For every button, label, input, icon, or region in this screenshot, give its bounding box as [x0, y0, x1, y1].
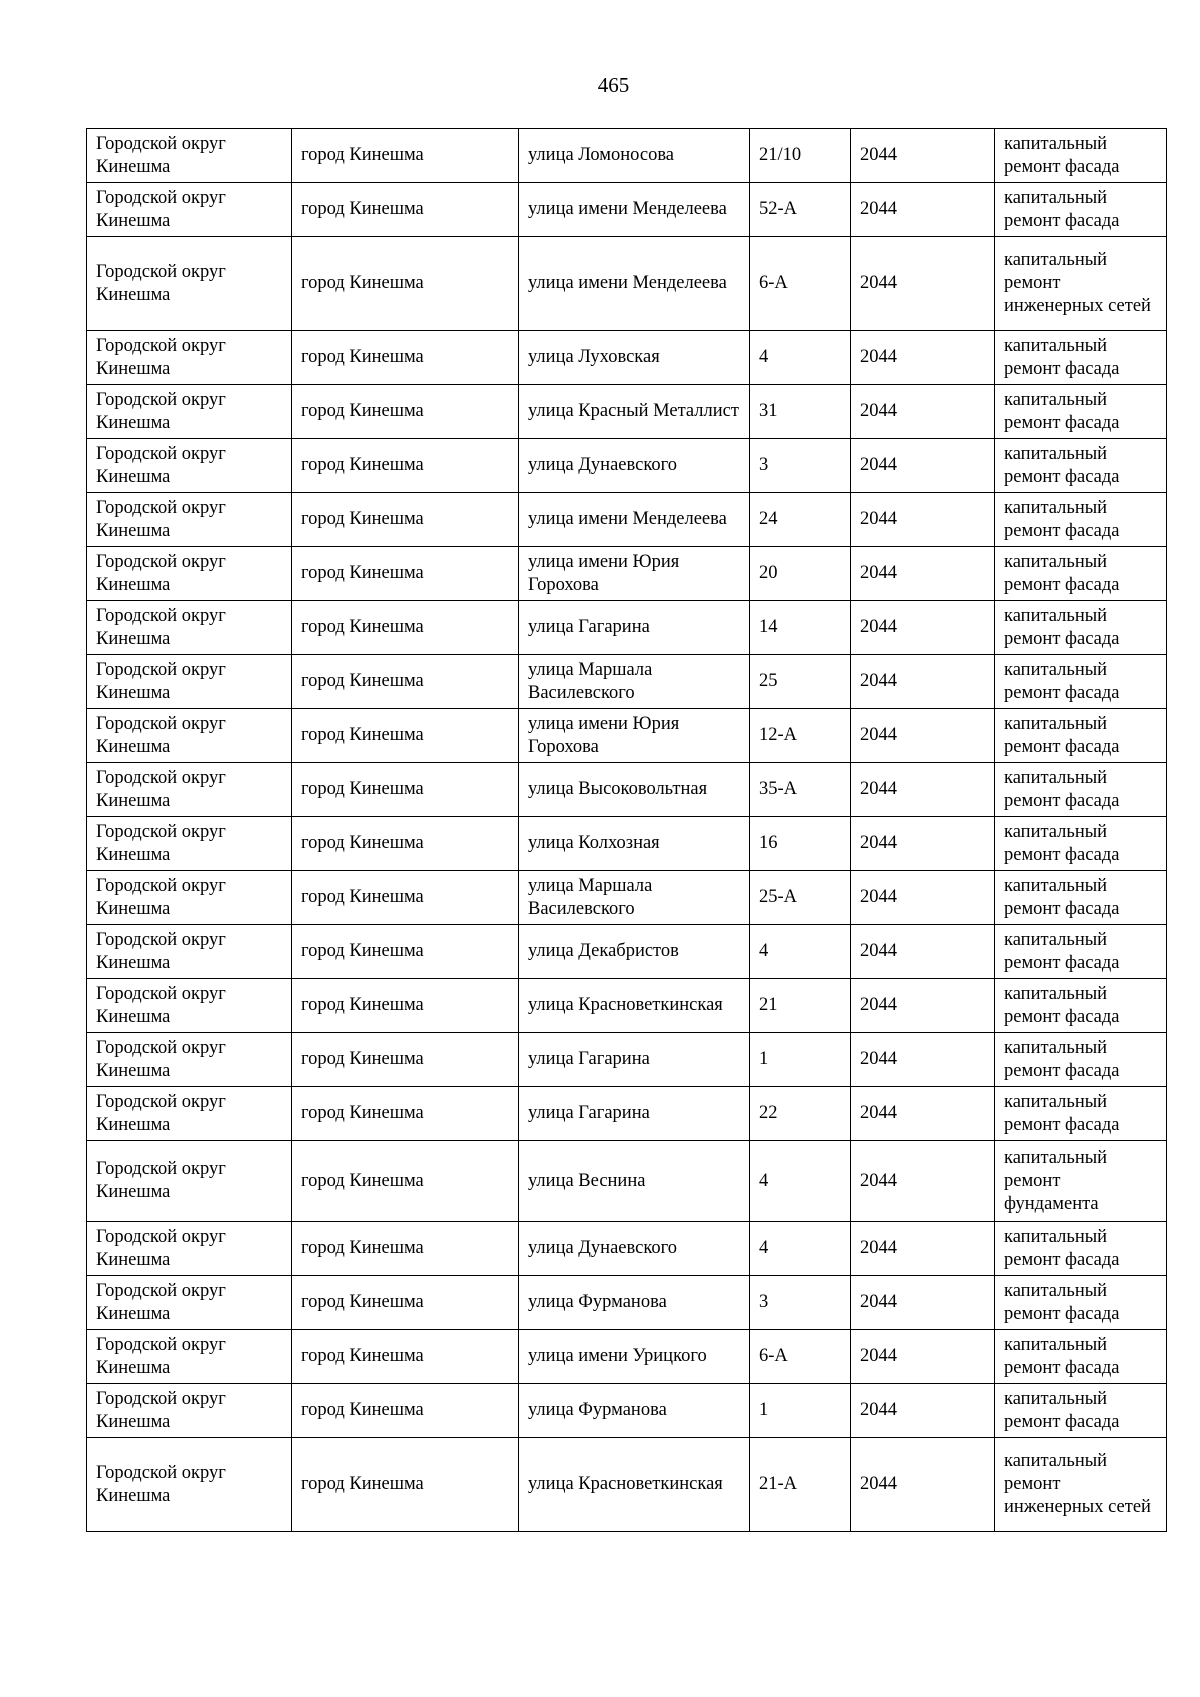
work-type-cell: капитальный ремонт фасада: [995, 331, 1167, 385]
year-cell: 2044: [851, 925, 995, 979]
work-type-cell: капитальный ремонт фасада: [995, 817, 1167, 871]
work-type-cell: капитальный ремонт фасада: [995, 183, 1167, 237]
street-cell: улица Красноветкинская: [519, 979, 750, 1033]
work-type-cell: капитальный ремонт фасада: [995, 547, 1167, 601]
table-row: [87, 331, 1167, 385]
work-type-cell: капитальный ремонт фасада: [995, 1087, 1167, 1141]
municipality-cell: Городской округ Кинешма: [87, 601, 292, 655]
settlement-cell: город Кинешма: [292, 493, 519, 547]
street-cell: улица Дунаевского: [519, 439, 750, 493]
municipality-cell: Городской округ Кинешма: [87, 493, 292, 547]
table-row: [87, 1222, 1167, 1276]
house-number-cell: 4: [750, 331, 851, 385]
year-cell: 2044: [851, 493, 995, 547]
house-number-cell: 12-А: [750, 709, 851, 763]
year-cell: 2044: [851, 763, 995, 817]
table-row: [87, 1330, 1167, 1384]
street-cell: улица Фурманова: [519, 1276, 750, 1330]
table-row: [87, 1438, 1167, 1532]
settlement-cell: город Кинешма: [292, 1087, 519, 1141]
municipality-cell: Городской округ Кинешма: [87, 655, 292, 709]
table-row: [87, 439, 1167, 493]
settlement-cell: город Кинешма: [292, 331, 519, 385]
work-type-cell: капитальный ремонт фасада: [995, 1330, 1167, 1384]
year-cell: 2044: [851, 979, 995, 1033]
house-number-cell: 3: [750, 439, 851, 493]
work-type-cell: капитальный ремонт фасада: [995, 1384, 1167, 1438]
settlement-cell: город Кинешма: [292, 183, 519, 237]
municipality-cell: Городской округ Кинешма: [87, 925, 292, 979]
settlement-cell: город Кинешма: [292, 547, 519, 601]
settlement-cell: город Кинешма: [292, 1330, 519, 1384]
settlement-cell: город Кинешма: [292, 601, 519, 655]
house-number-cell: 6-А: [750, 1330, 851, 1384]
work-type-cell: капитальный ремонт фасада: [995, 925, 1167, 979]
settlement-cell: город Кинешма: [292, 1222, 519, 1276]
house-number-cell: 35-А: [750, 763, 851, 817]
table-row: [87, 871, 1167, 925]
settlement-cell: город Кинешма: [292, 1438, 519, 1532]
work-type-cell: капитальный ремонт фасада: [995, 439, 1167, 493]
municipality-cell: Городской округ Кинешма: [87, 1330, 292, 1384]
street-cell: улица Фурманова: [519, 1384, 750, 1438]
house-number-cell: 1: [750, 1384, 851, 1438]
street-cell: улица имени Менделеева: [519, 237, 750, 331]
work-type-cell: капитальный ремонт фасада: [995, 979, 1167, 1033]
settlement-cell: город Кинешма: [292, 925, 519, 979]
year-cell: 2044: [851, 817, 995, 871]
work-type-cell: капитальный ремонт инженерных сетей: [995, 1438, 1167, 1532]
settlement-cell: город Кинешма: [292, 817, 519, 871]
work-type-cell: капитальный ремонт фасада: [995, 709, 1167, 763]
work-type-cell: капитальный ремонт фасада: [995, 1276, 1167, 1330]
house-number-cell: 31: [750, 385, 851, 439]
house-number-cell: 4: [750, 1222, 851, 1276]
work-type-cell: капитальный ремонт фасада: [995, 493, 1167, 547]
house-number-cell: 16: [750, 817, 851, 871]
municipality-cell: Городской округ Кинешма: [87, 1222, 292, 1276]
house-number-cell: 52-А: [750, 183, 851, 237]
municipality-cell: Городской округ Кинешма: [87, 1276, 292, 1330]
municipality-cell: Городской округ Кинешма: [87, 817, 292, 871]
year-cell: 2044: [851, 655, 995, 709]
year-cell: 2044: [851, 1087, 995, 1141]
work-type-cell: капитальный ремонт фасада: [995, 129, 1167, 183]
house-number-cell: 4: [750, 925, 851, 979]
settlement-cell: город Кинешма: [292, 871, 519, 925]
street-cell: улица Ломоносова: [519, 129, 750, 183]
settlement-cell: город Кинешма: [292, 709, 519, 763]
settlement-cell: город Кинешма: [292, 1033, 519, 1087]
table-row: [87, 979, 1167, 1033]
street-cell: улица Гагарина: [519, 1087, 750, 1141]
year-cell: 2044: [851, 1141, 995, 1222]
settlement-cell: город Кинешма: [292, 1141, 519, 1222]
municipality-cell: Городской округ Кинешма: [87, 1384, 292, 1438]
street-cell: улица Маршала Василевского: [519, 871, 750, 925]
house-number-cell: 1: [750, 1033, 851, 1087]
year-cell: 2044: [851, 547, 995, 601]
house-number-cell: 20: [750, 547, 851, 601]
table-row: [87, 385, 1167, 439]
municipality-cell: Городской округ Кинешма: [87, 331, 292, 385]
year-cell: 2044: [851, 1330, 995, 1384]
year-cell: 2044: [851, 1384, 995, 1438]
municipality-cell: Городской округ Кинешма: [87, 129, 292, 183]
year-cell: 2044: [851, 331, 995, 385]
street-cell: улица Красный Металлист: [519, 385, 750, 439]
street-cell: улица Красноветкинская: [519, 1438, 750, 1532]
settlement-cell: город Кинешма: [292, 129, 519, 183]
house-number-cell: 22: [750, 1087, 851, 1141]
municipality-cell: Городской округ Кинешма: [87, 871, 292, 925]
year-cell: 2044: [851, 1276, 995, 1330]
table-row: [87, 237, 1167, 331]
year-cell: 2044: [851, 1033, 995, 1087]
house-number-cell: 14: [750, 601, 851, 655]
street-cell: улица Луховская: [519, 331, 750, 385]
municipality-cell: Городской округ Кинешма: [87, 1438, 292, 1532]
house-number-cell: 25-А: [750, 871, 851, 925]
table-row: [87, 1384, 1167, 1438]
work-type-cell: капитальный ремонт фасада: [995, 1222, 1167, 1276]
repair-schedule-table: [86, 128, 1167, 1532]
street-cell: улица Веснина: [519, 1141, 750, 1222]
year-cell: 2044: [851, 439, 995, 493]
street-cell: улица имени Урицкого: [519, 1330, 750, 1384]
municipality-cell: Городской округ Кинешма: [87, 1141, 292, 1222]
table-row: [87, 601, 1167, 655]
settlement-cell: город Кинешма: [292, 655, 519, 709]
settlement-cell: город Кинешма: [292, 237, 519, 331]
table-row: [87, 709, 1167, 763]
page-number: 465: [597, 73, 630, 97]
municipality-cell: Городской округ Кинешма: [87, 763, 292, 817]
house-number-cell: 21: [750, 979, 851, 1033]
municipality-cell: Городской округ Кинешма: [87, 1033, 292, 1087]
table-row: [87, 763, 1167, 817]
municipality-cell: Городской округ Кинешма: [87, 709, 292, 763]
table-row: [87, 925, 1167, 979]
municipality-cell: Городской округ Кинешма: [87, 237, 292, 331]
work-type-cell: капитальный ремонт фасада: [995, 763, 1167, 817]
work-type-cell: капитальный ремонт фундамента: [995, 1141, 1167, 1222]
year-cell: 2044: [851, 385, 995, 439]
municipality-cell: Городской округ Кинешма: [87, 439, 292, 493]
municipality-cell: Городской округ Кинешма: [87, 1087, 292, 1141]
work-type-cell: капитальный ремонт инженерных сетей: [995, 237, 1167, 331]
settlement-cell: город Кинешма: [292, 1276, 519, 1330]
street-cell: улица Декабристов: [519, 925, 750, 979]
settlement-cell: город Кинешма: [292, 385, 519, 439]
year-cell: 2044: [851, 129, 995, 183]
table-row: [87, 183, 1167, 237]
table-row: [87, 817, 1167, 871]
municipality-cell: Городской округ Кинешма: [87, 547, 292, 601]
street-cell: улица Дунаевского: [519, 1222, 750, 1276]
table-row: [87, 1033, 1167, 1087]
work-type-cell: капитальный ремонт фасада: [995, 385, 1167, 439]
table-row: [87, 547, 1167, 601]
municipality-cell: Городской округ Кинешма: [87, 385, 292, 439]
year-cell: 2044: [851, 237, 995, 331]
settlement-cell: город Кинешма: [292, 979, 519, 1033]
work-type-cell: капитальный ремонт фасада: [995, 1033, 1167, 1087]
street-cell: улица Маршала Василевского: [519, 655, 750, 709]
year-cell: 2044: [851, 601, 995, 655]
house-number-cell: 21-А: [750, 1438, 851, 1532]
year-cell: 2044: [851, 1438, 995, 1532]
house-number-cell: 21/10: [750, 129, 851, 183]
table-row: [87, 1276, 1167, 1330]
table-row: [87, 1087, 1167, 1141]
street-cell: улица имени Менделеева: [519, 183, 750, 237]
year-cell: 2044: [851, 709, 995, 763]
street-cell: улица имени Юрия Горохова: [519, 709, 750, 763]
work-type-cell: капитальный ремонт фасада: [995, 601, 1167, 655]
house-number-cell: 25: [750, 655, 851, 709]
table-row: [87, 129, 1167, 183]
table-row: [87, 1141, 1167, 1222]
house-number-cell: 4: [750, 1141, 851, 1222]
house-number-cell: 6-А: [750, 237, 851, 331]
work-type-cell: капитальный ремонт фасада: [995, 871, 1167, 925]
table-row: [87, 493, 1167, 547]
municipality-cell: Городской округ Кинешма: [87, 979, 292, 1033]
work-type-cell: капитальный ремонт фасада: [995, 655, 1167, 709]
street-cell: улица Гагарина: [519, 601, 750, 655]
settlement-cell: город Кинешма: [292, 439, 519, 493]
street-cell: улица Гагарина: [519, 1033, 750, 1087]
table-row: [87, 655, 1167, 709]
street-cell: улица Колхозная: [519, 817, 750, 871]
street-cell: улица имени Юрия Горохова: [519, 547, 750, 601]
house-number-cell: 3: [750, 1276, 851, 1330]
settlement-cell: город Кинешма: [292, 1384, 519, 1438]
year-cell: 2044: [851, 183, 995, 237]
municipality-cell: Городской округ Кинешма: [87, 183, 292, 237]
street-cell: улица Высоковольтная: [519, 763, 750, 817]
house-number-cell: 24: [750, 493, 851, 547]
year-cell: 2044: [851, 1222, 995, 1276]
table-body: [87, 129, 1167, 1532]
year-cell: 2044: [851, 871, 995, 925]
street-cell: улица имени Менделеева: [519, 493, 750, 547]
settlement-cell: город Кинешма: [292, 763, 519, 817]
